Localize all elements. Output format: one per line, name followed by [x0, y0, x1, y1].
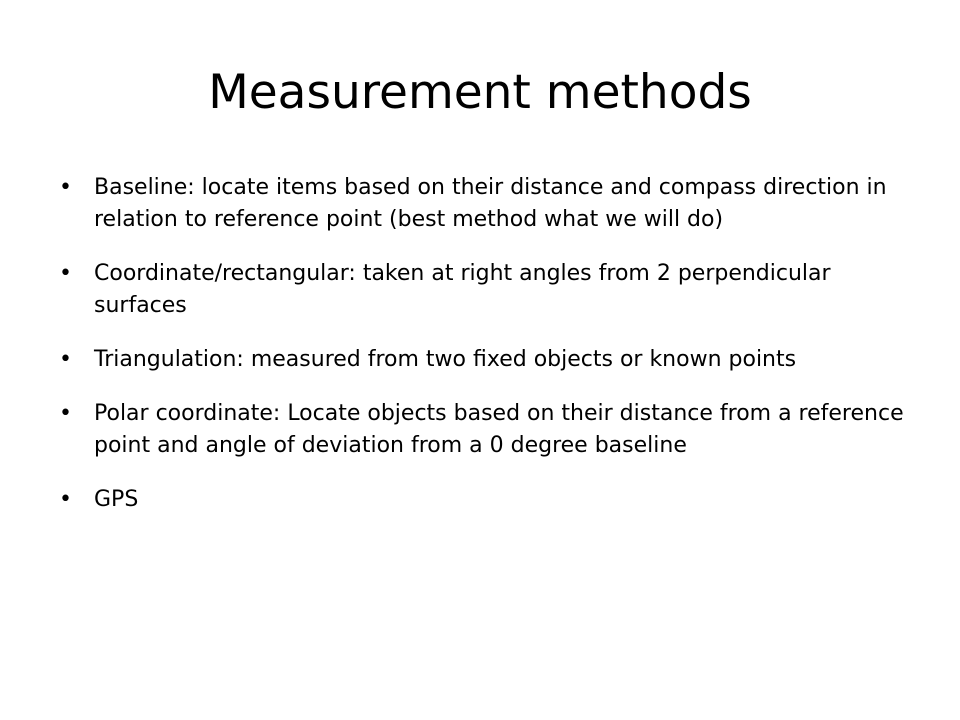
bullet-icon: •: [59, 261, 72, 286]
bullet-text: GPS: [94, 487, 139, 512]
bullet-item: [56, 172, 908, 236]
bullet-item: [56, 398, 908, 462]
bullet-icon: •: [59, 487, 72, 512]
bullet-item: [56, 344, 908, 376]
bullet-item: [56, 484, 908, 516]
bullet-text: Triangulation: measured from two fixed objects or known points: [94, 347, 797, 372]
bullet-list: [56, 172, 908, 538]
slide-title: Measurement methods: [208, 65, 752, 120]
bullet-icon: •: [59, 175, 72, 200]
bullet-text: Coordinate/rectangular: taken at right angles from 2 perpendicular surfaces: [94, 261, 831, 318]
bullet-icon: •: [59, 401, 72, 426]
bullet-text: Baseline: locate items based on their distance and compass direction in relation to reference point (best method what we will do): [94, 175, 887, 232]
bullet-icon: •: [59, 347, 72, 372]
bullet-item: [56, 258, 908, 322]
bullet-text: Polar coordinate: Locate objects based on their distance from a reference point and angle of deviation from a 0 degree baseline: [94, 401, 904, 458]
